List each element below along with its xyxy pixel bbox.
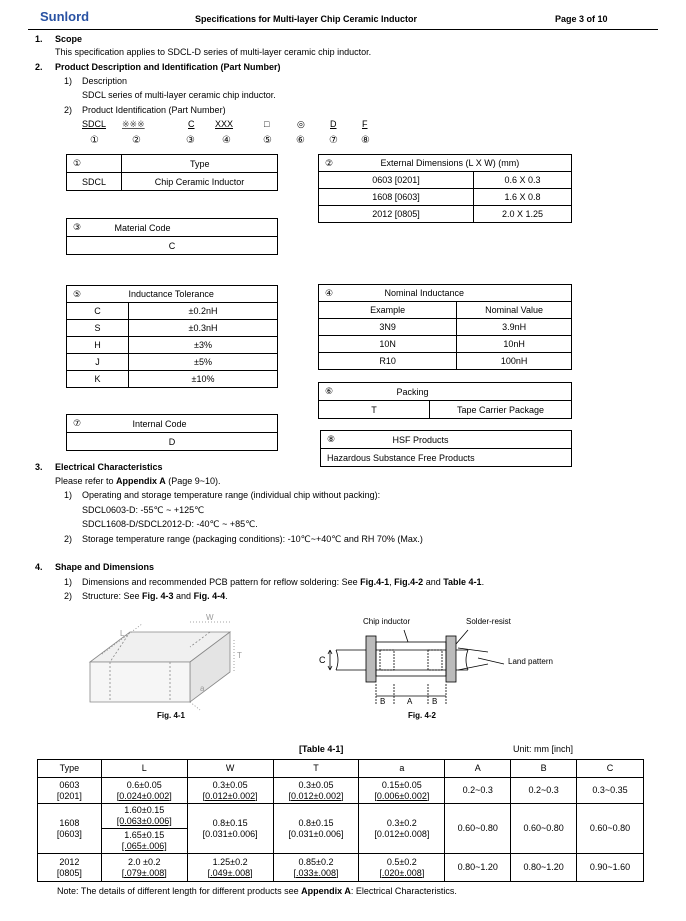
tol-row-2-code: S	[67, 320, 129, 337]
ref-suffix: (Page 9~10).	[165, 476, 221, 486]
col-type: Type	[38, 760, 102, 778]
desc-text: SDCL series of multi-layer ceramic chip inductor.	[82, 90, 276, 100]
chip-front-face	[90, 662, 190, 702]
ind-row-1-example: 3N9	[319, 319, 457, 336]
packing-code: T	[319, 401, 430, 419]
cell-type	[38, 804, 102, 854]
type-code: 0603	[59, 779, 80, 790]
cell-cap-c: 0.60~0.80	[577, 804, 644, 854]
a-inch: [.020±.008]	[379, 867, 425, 878]
s4-i2-pre: Structure: See	[82, 591, 143, 601]
s3-item-1-text: Operating and storage temperature range (individual chip without packing):	[82, 490, 381, 500]
hsf-table-header: HSF Products	[361, 431, 572, 449]
table-4-1-unit: Unit: mm [inch]	[513, 744, 574, 754]
s4-item-1-number: 1)	[64, 577, 73, 587]
pn-circle-3: ③	[186, 135, 195, 146]
material-code-value: C	[67, 237, 278, 255]
cell-cap-c: 0.90~1.60	[577, 854, 644, 882]
fig1-label-t: T	[237, 651, 242, 660]
table-4-1-link[interactable]: Table 4-1	[443, 577, 482, 587]
table-4-1-title: [Table 4-1]	[299, 744, 344, 754]
w-mm: 0.3±0.05	[212, 779, 248, 790]
right-electrode	[428, 650, 442, 670]
l-mm-1: 1.60±0.15	[124, 805, 165, 815]
cell-l	[101, 854, 187, 882]
col-l: L	[101, 760, 187, 778]
fig1-label-l: L	[120, 629, 125, 638]
pn-code-3: C	[188, 119, 195, 129]
ind-row-2-example: 10N	[319, 336, 457, 353]
tol-row-4-code: J	[67, 354, 129, 371]
type-table-header: Type	[122, 155, 278, 173]
fig-4-2-link[interactable]: Fig.4-2	[394, 577, 424, 587]
right-land-pad	[446, 636, 456, 682]
a-inch: [0.006±0.002]	[374, 790, 430, 801]
cell-type	[38, 778, 102, 804]
mat-table-header: Material Code	[107, 219, 278, 237]
ind-row-2-value: 10nH	[457, 336, 572, 353]
cell-cap-a: 0.60~0.80	[445, 804, 511, 854]
s3-item-1b: SDCL1608-D/SDCL2012-D: -40℃ ~ +85℃.	[82, 519, 258, 529]
l-inch: [0.024±0.002]	[116, 790, 172, 801]
l-inch: [.079±.008]	[121, 867, 167, 878]
pn-code-6: ◎	[297, 119, 305, 129]
int-table-index: ⑦	[67, 415, 107, 433]
ind-table-index: ④	[319, 285, 355, 302]
table-note	[57, 886, 457, 896]
ident-number: 2)	[64, 105, 73, 115]
cell-type	[38, 854, 102, 882]
cell-l	[101, 778, 187, 804]
material-code-table	[66, 218, 278, 255]
w-mm: 0.8±0.15	[212, 817, 248, 828]
inductance-table	[318, 284, 572, 370]
fig2-c-label: C	[319, 655, 326, 665]
pn-circle-1: ①	[90, 135, 99, 146]
packing-table	[318, 382, 572, 419]
type-table	[66, 154, 278, 191]
pn-code-4: XXX	[215, 119, 234, 129]
fig2-chip-label: Chip inductor	[363, 617, 411, 626]
s4-i1-end: .	[481, 577, 485, 587]
cell-cap-b: 0.2~0.3	[511, 778, 577, 804]
type-inch: [0603]	[56, 828, 82, 839]
pn-code-8: F	[362, 119, 368, 129]
section-2-title: Product Description and Identification (Part Number)	[55, 62, 281, 72]
section-1-text: This specification applies to SDCL-D series of multi-layer ceramic chip inductor.	[55, 47, 372, 57]
col-t: T	[273, 760, 359, 778]
pack-table-index: ⑥	[319, 383, 359, 401]
chip-dimension-figure	[82, 610, 242, 720]
dim-row-1-size: 0603 [0201]	[319, 172, 474, 189]
left-land-pad	[366, 636, 376, 682]
cell-w	[187, 854, 273, 882]
pn-code-2: ※※※	[122, 119, 145, 129]
fig2-land-label: Land pattern	[508, 657, 553, 666]
dim-row-2-size: 1608 [0603]	[319, 189, 474, 206]
cell-cap-a: 0.2~0.3	[445, 778, 511, 804]
fig2-a-label: A	[407, 697, 413, 706]
header-divider	[28, 29, 658, 30]
tolerance-table	[66, 285, 278, 388]
type-inch: [0805]	[56, 867, 82, 878]
pn-code-5: □	[264, 119, 270, 129]
s4-item-1-text	[82, 577, 484, 587]
fig-4-2-caption: Fig. 4-2	[408, 711, 437, 720]
ind-row-3-value: 100nH	[457, 353, 572, 370]
pn-circle-5: ⑤	[263, 135, 272, 146]
hsf-description: Hazardous Substance Free Products	[321, 449, 572, 467]
tol-row-5-code: K	[67, 371, 129, 388]
tol-table-header: Inductance Tolerance	[129, 286, 278, 303]
section-2-number: 2.	[35, 62, 43, 72]
tol-table-index: ⑤	[67, 286, 129, 303]
s3-item-1a: SDCL0603-D: -55℃ ~ +125℃	[82, 505, 205, 515]
type-code: 1608	[59, 817, 80, 828]
t-inch: [.033±.008]	[293, 867, 339, 878]
s4-i1-sep1: ,	[389, 577, 395, 587]
land-pattern-figure	[308, 612, 578, 712]
t-inch: [0.012±0.002]	[288, 790, 344, 801]
solder-resist-area	[376, 642, 446, 676]
packing-description: Tape Carrier Package	[429, 401, 571, 419]
dimensions-table	[318, 154, 572, 223]
w-inch: [0.031±0.006]	[202, 828, 258, 839]
w-mm: 1.25±0.2	[212, 856, 248, 867]
col-cap-b: B	[511, 760, 577, 778]
fig-4-1-link[interactable]: Fig.4-1	[360, 577, 390, 587]
section-3-title: Electrical Characteristics	[55, 462, 163, 472]
cell-t	[273, 804, 359, 854]
l-mm: 0.6±0.05	[126, 779, 162, 790]
hsf-table-index: ⑧	[321, 431, 361, 449]
a-inch: [0.012±0.008]	[374, 828, 430, 839]
cell-w	[187, 804, 273, 854]
ref-prefix: Please refer to	[55, 476, 117, 486]
s4-item-2-number: 2)	[64, 591, 73, 601]
dim-table-header: External Dimensions (L X W) (mm)	[355, 155, 572, 172]
tol-row-3-code: H	[67, 337, 129, 354]
s4-i1-sep2: and	[423, 577, 444, 587]
fig-4-1-caption: Fig. 4-1	[157, 711, 186, 720]
note-appendix-link[interactable]: Appendix A	[301, 886, 351, 896]
col-cap-a: A	[445, 760, 511, 778]
cell-t	[273, 778, 359, 804]
note-suffix: : Electrical Characteristics.	[350, 886, 457, 896]
tol-row-1-code: C	[67, 303, 129, 320]
fig2-resist-label: Solder-resist	[466, 617, 511, 626]
type-code: SDCL	[67, 173, 122, 191]
appendix-a-link[interactable]: Appendix A	[116, 476, 166, 486]
internal-code-table	[66, 414, 278, 451]
l-mm-2: 1.65±0.15	[124, 830, 165, 840]
a-mm: 0.5±0.2	[386, 856, 417, 867]
fig2-b2-label: B	[432, 697, 438, 706]
col-a: a	[359, 760, 445, 778]
l-inch-2: [.065±.006]	[121, 841, 167, 851]
tol-row-5-value: ±10%	[129, 371, 278, 388]
section-3-number: 3.	[35, 462, 43, 472]
tol-row-2-value: ±0.3nH	[129, 320, 278, 337]
type-description: Chip Ceramic Inductor	[122, 173, 278, 191]
s4-i2-sep: and	[173, 591, 194, 601]
brand-logo: Sunlord	[40, 9, 90, 24]
pn-circle-6: ⑥	[296, 135, 305, 146]
cell-a	[359, 854, 445, 882]
s4-item-2-text	[82, 591, 228, 601]
pack-table-header: Packing	[359, 383, 572, 401]
left-electrode	[380, 650, 394, 670]
t-inch: [0.031±0.006]	[288, 828, 344, 839]
s4-i1-pre: Dimensions and recommended PCB pattern for reflow soldering: See	[82, 577, 361, 587]
ident-title: Product Identification (Part Number)	[82, 105, 226, 115]
fig2-b1-label: B	[380, 697, 386, 706]
t-mm: 0.85±0.2	[298, 856, 334, 867]
cell-cap-b: 0.80~1.20	[511, 854, 577, 882]
ind-table-header: Nominal Inductance	[355, 285, 572, 302]
tol-row-4-value: ±5%	[129, 354, 278, 371]
t-mm: 0.3±0.05	[298, 779, 334, 790]
w-inch: [0.012±0.002]	[202, 790, 258, 801]
s4-i2-end: .	[225, 591, 228, 601]
ind-row-1-value: 3.9nH	[457, 319, 572, 336]
l-mm: 2.0 ±0.2	[128, 856, 161, 867]
note-prefix: Note: The details of different length for different products see	[57, 886, 302, 896]
pn-code-1: SDCL	[82, 119, 107, 129]
s3-item-2-text: Storage temperature range (packaging conditions): -10℃~+40℃ and RH 70% (Max.)	[82, 534, 423, 544]
cell-cap-b: 0.60~0.80	[511, 804, 577, 854]
pn-circle-7: ⑦	[329, 135, 338, 146]
hsf-table	[320, 430, 572, 467]
a-mm: 0.3±0.2	[386, 817, 417, 828]
pn-circle-8: ⑧	[361, 135, 370, 146]
pn-code-7: D	[330, 119, 337, 129]
fig-4-3-link[interactable]: Fig. 4-3	[142, 591, 174, 601]
table-row	[38, 804, 644, 854]
dim-row-3-value: 2.0 X 1.25	[474, 206, 572, 223]
ind-row-3-example: R10	[319, 353, 457, 370]
type-table-index: ①	[67, 155, 122, 173]
tol-row-3-value: ±3%	[129, 337, 278, 354]
s3-item-2-number: 2)	[64, 534, 73, 544]
cell-l	[101, 804, 187, 854]
section-1-title: Scope	[55, 34, 83, 44]
section-1-number: 1.	[35, 34, 43, 44]
cell-cap-c: 0.3~0.35	[577, 778, 644, 804]
l-variant-1	[102, 804, 187, 829]
col-cap-c: C	[577, 760, 644, 778]
ind-sub-example: Example	[319, 302, 457, 319]
pn-circle-2: ②	[132, 135, 141, 146]
l-inch-1: [0.063±0.006]	[116, 816, 172, 826]
cell-w	[187, 778, 273, 804]
dim-row-2-value: 1.6 X 0.8	[474, 189, 572, 206]
desc-title: Description	[82, 76, 128, 86]
section-3-ref	[55, 476, 221, 486]
type-code: 2012	[59, 856, 80, 867]
ind-sub-nominal: Nominal Value	[457, 302, 572, 319]
l-variant-2	[102, 829, 187, 853]
t-mm: 0.8±0.15	[298, 817, 334, 828]
cell-cap-a: 0.80~1.20	[445, 854, 511, 882]
w-inch: [.049±.008]	[207, 867, 253, 878]
int-table-header: Internal Code	[107, 415, 278, 433]
page-number: Page 3 of 10	[555, 14, 608, 24]
section-4-title: Shape and Dimensions	[55, 562, 155, 572]
cell-a	[359, 804, 445, 854]
table-row	[38, 854, 644, 882]
table-row	[38, 778, 644, 804]
dim-row-1-value: 0.6 X 0.3	[474, 172, 572, 189]
cell-a	[359, 778, 445, 804]
document-title: Specifications for Multi-layer Chip Ceramic Inductor	[195, 14, 418, 24]
internal-code-value: D	[67, 433, 278, 451]
mat-table-index: ③	[67, 219, 107, 237]
desc-number: 1)	[64, 76, 73, 86]
tol-row-1-value: ±0.2nH	[129, 303, 278, 320]
s3-item-1-number: 1)	[64, 490, 73, 500]
dim-table-index: ②	[319, 155, 355, 172]
cell-t	[273, 854, 359, 882]
section-4-number: 4.	[35, 562, 43, 572]
fig1-label-w: W	[206, 613, 214, 622]
fig1-label-a: a	[200, 684, 205, 693]
type-inch: [0201]	[56, 790, 82, 801]
fig-4-4-link[interactable]: Fig. 4-4	[193, 591, 226, 601]
pn-circle-4: ④	[222, 135, 231, 146]
dimensions-table-4-1	[37, 759, 644, 882]
dim-row-3-size: 2012 [0805]	[319, 206, 474, 223]
col-w: W	[187, 760, 273, 778]
a-mm: 0.15±0.05	[381, 779, 422, 790]
